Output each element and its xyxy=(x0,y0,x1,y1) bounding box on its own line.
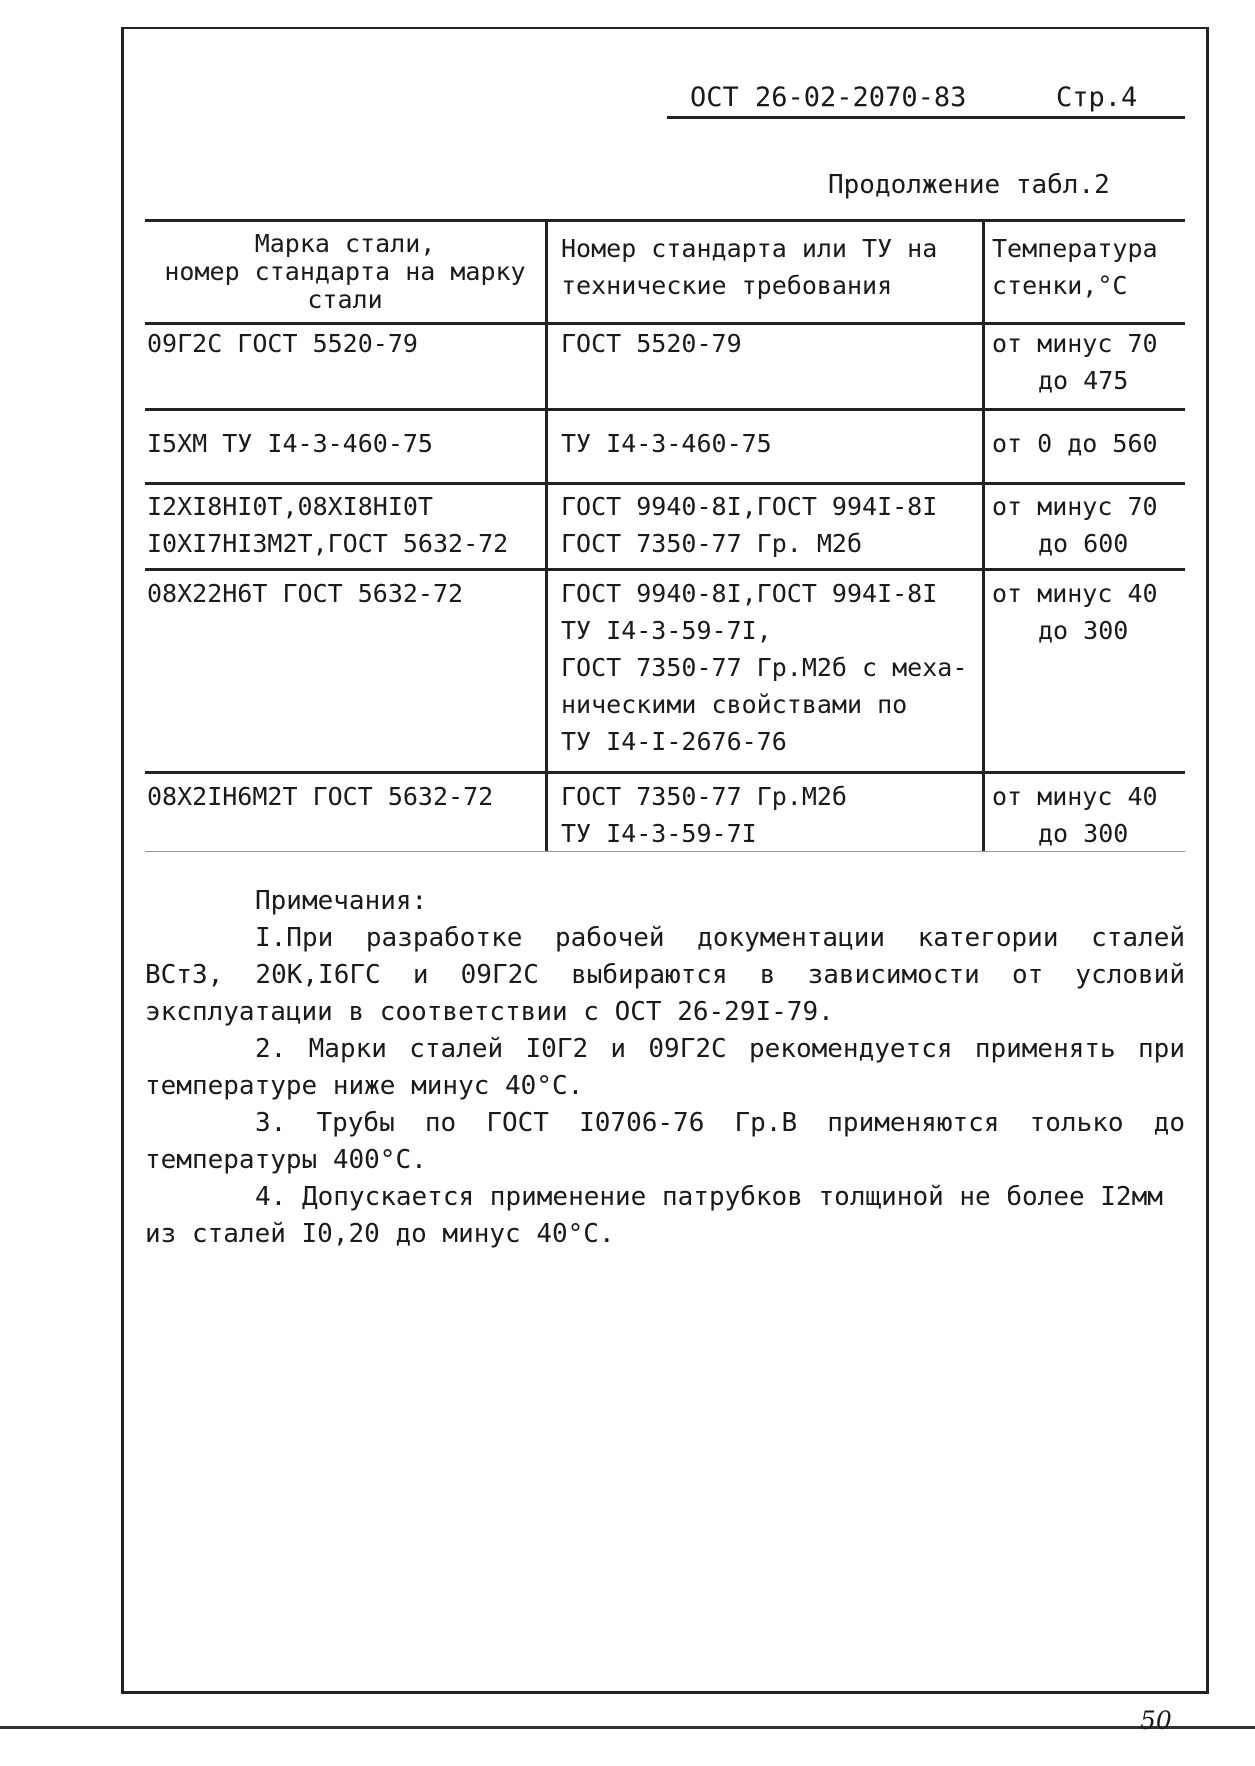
note-item: I.При разработке рабочей документации категории сталей ВСт3, 20К,I6ГС и 09Г2С выбираются в зависимости от условий эксплуатации в соответствии с ОСТ 26-29I-79. xyxy=(145,923,1185,1027)
table-row-5-standard: ГОСТ 7350-77 Гр.М2б ТУ I4-3-59-7I xyxy=(561,782,847,848)
table-row-3-standard: ГОСТ 9940-8I,ГОСТ 994I-8I ГОСТ 7350-77 Гр. М2б xyxy=(561,492,938,558)
table-row-2-temperature: от 0 до 560 xyxy=(992,429,1158,458)
table-row-1-standard: ГОСТ 5520-79 xyxy=(561,329,742,358)
table-row-2-standard: ТУ I4-3-460-75 xyxy=(561,429,772,458)
table-row-4-grade: 08Х22Н6Т ГОСТ 5632-72 xyxy=(147,579,464,608)
notes-section xyxy=(145,883,1185,1253)
table-row-4-standard: ГОСТ 9940-8I,ГОСТ 994I-8I ТУ I4-3-59-7I, ГОСТ 7350-77 Гр.М2б с меха- ническими свойствами по ТУ I4-I-2676-76 xyxy=(561,579,968,756)
note-item: 4. Допускается применение патрубков толщиной не более I2мм из сталей I0,20 до минус 40°С. xyxy=(145,1182,1163,1249)
column-header-temperature: Температура стенки,°С xyxy=(992,234,1158,300)
note-item: 3. Трубы по ГОСТ I0706-76 Гр.В применяются только до температуры 400°С. xyxy=(145,1108,1185,1175)
table-continuation-caption: Продолжение табл.2 xyxy=(828,170,1110,200)
table-row-1-temperature: от минус 70 до 475 xyxy=(992,329,1158,395)
column-header-standard: Номер стандарта или ТУ на технические требования xyxy=(561,234,938,300)
table-row-5-temperature: от минус 40 до 300 xyxy=(992,782,1158,848)
table-row-5-grade: 08Х2IН6М2Т ГОСТ 5632-72 xyxy=(147,782,494,811)
table-row-4-temperature: от минус 40 до 300 xyxy=(992,579,1158,645)
notes-title: Примечания: xyxy=(255,886,428,916)
table-row-1-grade: 09Г2С ГОСТ 5520-79 xyxy=(147,329,418,358)
column-header-grade: Марка стали, номер стандарта на марку стали xyxy=(164,229,526,314)
page-number: 50 xyxy=(1140,1706,1172,1735)
note-item: 2. Марки сталей I0Г2 и 09Г2С рекомендуется применять при температуре ниже минус 40°С. xyxy=(145,1034,1185,1101)
bottom-rule xyxy=(0,1726,1255,1729)
page-label: Стр.4 xyxy=(1056,82,1138,113)
table-row-3-temperature: от минус 70 до 600 xyxy=(992,492,1158,558)
header-rule xyxy=(667,116,1185,119)
document-code: ОСТ 26-02-2070-83 xyxy=(690,82,967,113)
table-row-3-grade: I2XI8HI0T,08XI8HI0T I0XI7HI3M2T,ГОСТ 5632-72 xyxy=(147,492,509,558)
table-row-2-grade: I5ХМ ТУ I4-3-460-75 xyxy=(147,429,433,458)
